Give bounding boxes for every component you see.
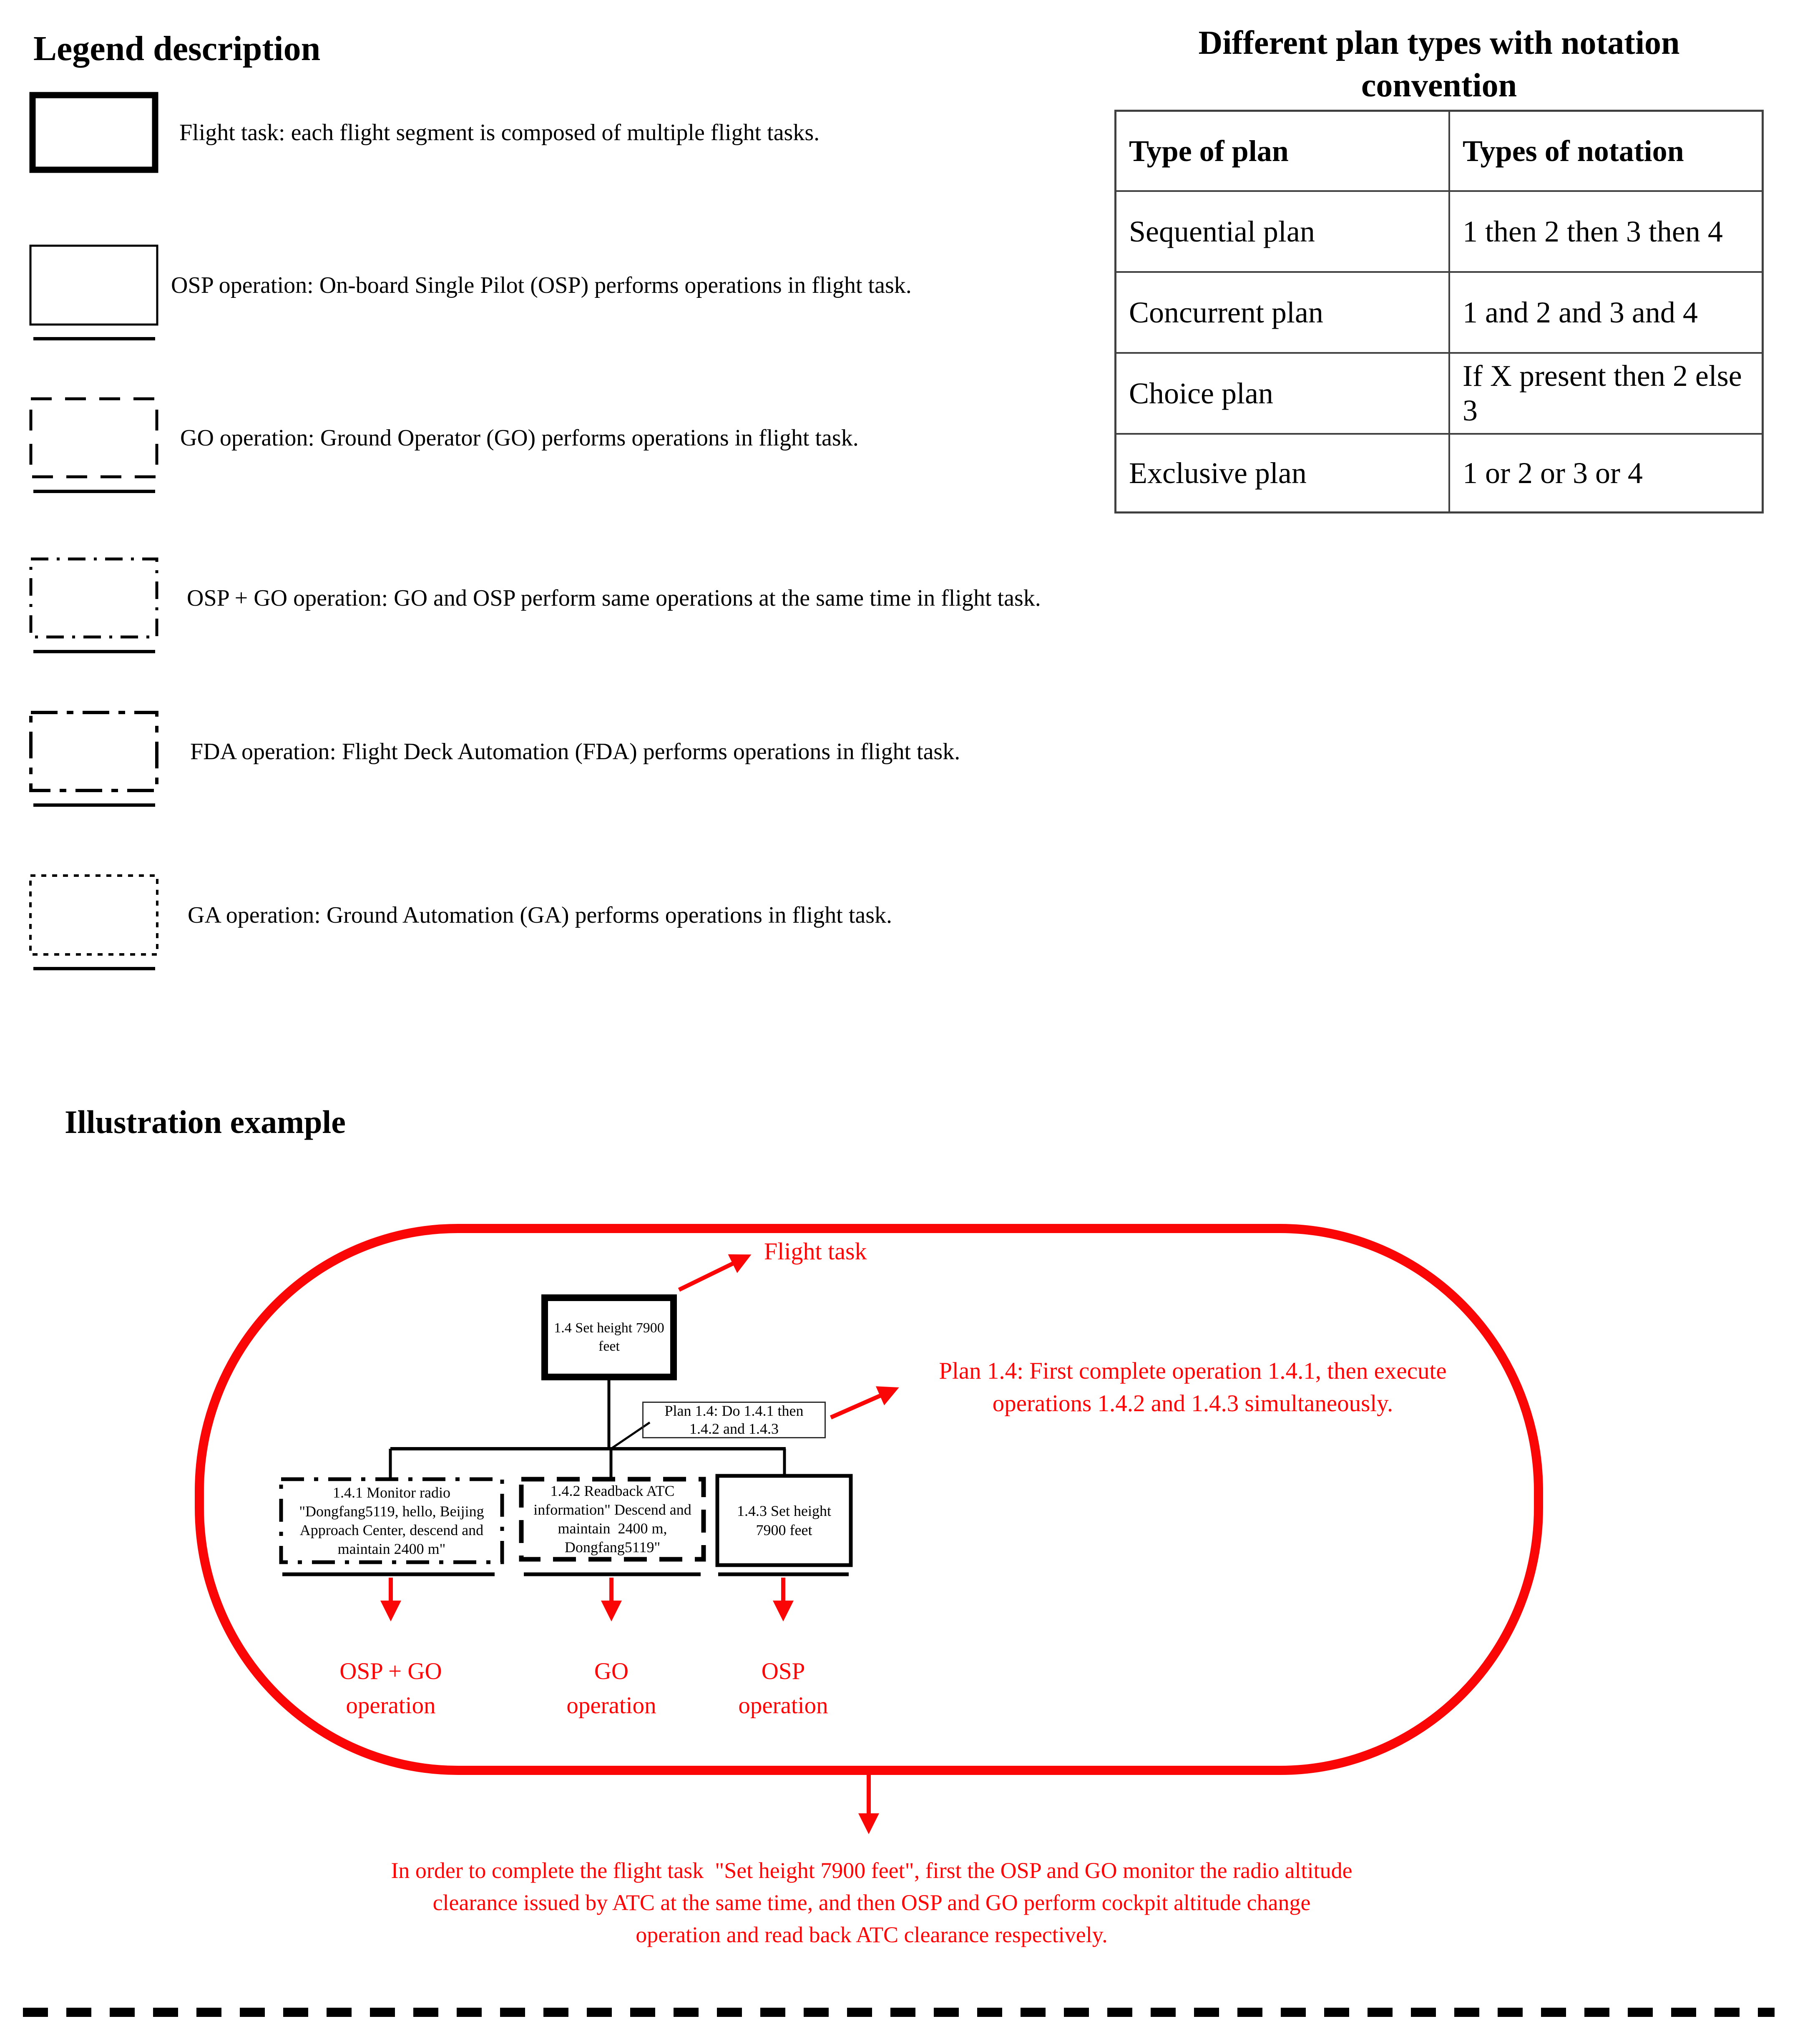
flight-task-arrow (679, 1257, 746, 1290)
op3-role-label-line2: operation (738, 1692, 828, 1719)
plan-table-title-line2: convention (1361, 67, 1517, 104)
op-box3-line1: 1.4.3 Set height (737, 1503, 831, 1519)
plan-box-line2: 1.4.2 and 1.4.3 (689, 1420, 779, 1437)
op1-role-label-line2: operation (346, 1692, 436, 1719)
table-row-sequential-type: Sequential plan (1116, 191, 1449, 272)
op-box3-line2: 7900 feet (756, 1522, 812, 1538)
op-box2 (521, 1479, 704, 1559)
op-box1 (281, 1479, 502, 1562)
op-box2-line1: 1.4.2 Readback ATC (550, 1483, 675, 1499)
op2-role-label-line1: GO (594, 1658, 629, 1684)
table-row-concurrent-notation: 1 and 2 and 3 and 4 (1449, 272, 1762, 353)
table-row-sequential-notation: 1 then 2 then 3 then 4 (1449, 191, 1762, 272)
plan-box (642, 1402, 826, 1438)
legend-item-osp-go: OSP + GO operation: GO and OSP perform same operations at the same time in flight task. (187, 585, 1041, 611)
op-box2-line3: maintain 2400 m, (558, 1520, 667, 1537)
op2-role-label-line2: operation (566, 1692, 656, 1719)
plan-annotation-line1: Plan 1.4: First complete operation 1.4.1, then execute (939, 1358, 1447, 1384)
table-row-concurrent-type: Concurrent plan (1116, 272, 1449, 353)
op-box1-line2: "Dongfang5119, hello, Beijing (299, 1503, 484, 1520)
op-box1-line1: 1.4.1 Monitor radio (333, 1484, 450, 1501)
plan-annotation-arrow (831, 1390, 893, 1417)
legend-item-go: GO operation: Ground Operator (GO) performs operations in flight task. (180, 425, 859, 451)
legend-item-ga: GA operation: Ground Automation (GA) performs operations in flight task. (188, 902, 892, 928)
op-box3 (717, 1476, 851, 1565)
table-row-choice-type: Choice plan (1116, 353, 1449, 434)
table-row-choice-notation: If X present then 2 else 3 (1449, 353, 1762, 434)
op-box1-line3: Approach Center, descend and (299, 1521, 484, 1538)
illustration-section-title: Illustration example (65, 1104, 346, 1140)
op3-role-label (650, 1654, 917, 1723)
flight-task-callout-label: Flight task (764, 1238, 867, 1265)
legend-item-fda: FDA operation: Flight Deck Automation (FDA) performs operations in flight task. (190, 738, 960, 765)
plan-annotation-line2: operations 1.4.2 and 1.4.3 simultaneously. (992, 1390, 1393, 1417)
op1-role-label-line1: OSP + GO (339, 1658, 442, 1684)
plan-annotation (901, 1355, 1485, 1420)
caption-line1: In order to complete the flight task "Set height 7900 feet", first the OSP and GO monitor the radio altitude (391, 1858, 1353, 1883)
legend-section-title: Legend description (33, 29, 321, 68)
legend-item-osp: OSP operation: On-board Single Pilot (OSP) performs operations in flight task. (171, 272, 912, 298)
op-box2-line2: information" Descend and (533, 1501, 691, 1518)
table-header-types-of-notation: Types of notation (1449, 111, 1762, 191)
op-box2-line4: Dongfang5119" (564, 1539, 661, 1556)
illustration-caption (246, 1855, 1497, 1951)
table-header-type-of-plan: Type of plan (1116, 111, 1449, 191)
op-box1-line4: maintain 2400 m" (337, 1540, 446, 1557)
table-row-exclusive-type: Exclusive plan (1116, 434, 1449, 512)
flight-task-box-line1: 1.4 Set height 7900 (554, 1320, 664, 1336)
caption-line3: operation and read back ATC clearance respectively. (636, 1922, 1108, 1947)
caption-line2: clearance issued by ATC at the same time, and then OSP and GO perform cockpit altitude change (432, 1890, 1311, 1915)
legend-item-flight-task: Flight task: each flight segment is composed of multiple flight tasks. (179, 119, 820, 146)
flight-task-box (541, 1294, 677, 1380)
flight-task-box-line2: feet (598, 1339, 620, 1354)
table-row-exclusive-notation: 1 or 2 or 3 or 4 (1449, 434, 1762, 512)
plan-box-line1: Plan 1.4: Do 1.4.1 then (664, 1402, 804, 1419)
plan-table-title-line1: Different plan types with notation (1198, 25, 1680, 61)
op3-role-label-line1: OSP (761, 1658, 805, 1684)
